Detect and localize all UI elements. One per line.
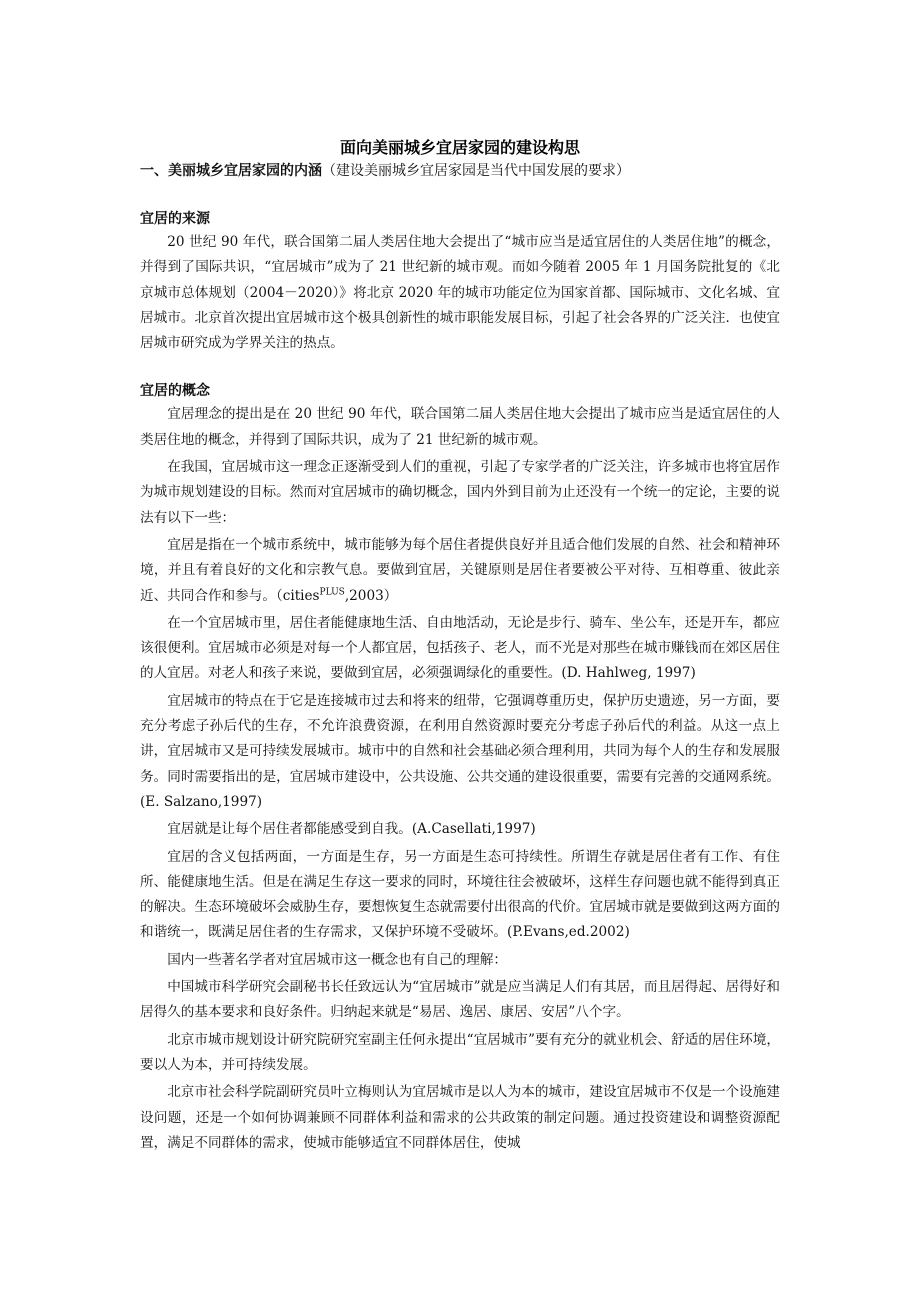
section-heading-text: 一、美丽城乡宜居家园的内涵 — [140, 163, 322, 179]
concept-paragraph-3-main: 宜居是指在一个城市系统中，城市能够为每个居住者提供良好并且适合他们发展的自然、社会和精神环境，并且有着良好的文化和宗教气息。要做到宜居，关键原则是居住者要被公平对待、互相尊重、彼此亲近、共同合作和参与。（cities — [140, 536, 780, 604]
concept-paragraph-9: 中国城市科学研究会副秘书长任致远认为“宜居城市”就是应当满足人们有其居，而且居得起、居得好和居得久的基本要求和良好条件。归纳起来就是“易居、逸居、康居、安居”八个字。 — [140, 979, 780, 1021]
section-heading-note: （建设美丽城乡宜居家园是当代中国发展的要求） — [322, 163, 630, 179]
origin-paragraph: 20 世纪 90 年代，联合国第二届人类居住地大会提出了“城市应当是适宜居住的人类居住地”的概念，并得到了国际共识，“宜居城市”成为了 21 世纪新的城市观。而如今随着 2005 年 1 月国务院批复的《北京城市总体规划（2004－2020）》将北京 2020 年的城市功能定位为国家首都、国际城市、文化名城、宜居城市。北京首次提出宜居城市这个极具创新性的城市职能发展目标，引起了社会各界的广泛关注．也使宜居城市研究成为学界关注的热点。 — [140, 234, 780, 352]
concept-paragraph-5: 宜居城市的特点在于它是连接城市过去和将来的纽带，它强调尊重历史，保护历史遗迹，另一方面，要充分考虑子孙后代的生存，不允许浪费资源，在利用自然资源时要充分考虑子孙后代的利益。从这一点上讲，宜居城市又是可持续发展城市。城市中的自然和社会基础必须合理利用，共同为每个人的生存和发展服务。同时需要指出的是，宜居城市建设中，公共设施、公共交通的建设很重要，需要有完善的交通网系统。(E. Salzano,1997) — [140, 692, 780, 810]
concept-paragraph-7: 宜居的含义包括两面，一方面是生存，另一方面是生态可持续性。所谓生存就是居住者有工作、有住所、能健康地生活。但是在满足生存这一要求的同时，环境往往会被破坏，这样生存问题也就不能得到真正的解决。生态环境破坏会威胁生存，要想恢复生态就需要付出很高的代价。宜居城市就是要做到这两方面的和谐统一，既满足居住者的生存需求，又保护环境不受破坏。(P.Evans,ed.2002) — [140, 848, 780, 941]
origin-heading: 宜居的来源 — [140, 211, 210, 227]
concept-paragraph-3-tail: ,2003） — [344, 587, 398, 604]
concept-paragraph-3 — [140, 533, 780, 609]
citation-superscript: PLUS — [319, 587, 345, 598]
concept-paragraph-1: 宜居理念的提出是在 20 世纪 90 年代，联合国第二届人类居住地大会提出了城市应当是适宜居住的人类居住地的概念，并得到了国际共识，成为了 21 世纪新的城市观。 — [140, 406, 780, 448]
concept-paragraph-4: 在一个宜居城市里，居住者能健康地生活、自由地活动，无论是步行、骑车、坐公车，还是开车，都应该很便利。宜居城市必须是对每一个人都宜居，包括孩子、老人，而不光是对那些在城市赚钱而在郊区居住的人宜居。对老人和孩子来说，要做到宜居，必须强调绿化的重要性。(D. Hahlweg, 1997) — [140, 614, 780, 682]
document-title: 面向美丽城乡宜居家园的建设构思 — [339, 138, 580, 157]
concept-paragraph-8: 国内一些著名学者对宜居城市这一概念也有自己的理解： — [167, 951, 508, 968]
concept-heading: 宜居的概念 — [140, 383, 210, 400]
concept-paragraph-10: 北京市城市规划设计研究院研究室副主任何永提出“宜居城市”要有充分的就业机会、舒适的居住环境，要以人为本，并可持续发展。 — [140, 1031, 780, 1073]
document-page — [140, 136, 780, 1156]
concept-paragraph-2: 在我国，宜居城市这一理念正逐渐受到人们的重视，引起了专家学者的广泛关注，许多城市也将宜居作为城市规划建设的目标。然而对宜居城市的确切概念，国内外到目前为止还没有一个统一的定论，主要的说法有以下一些： — [140, 459, 780, 526]
concept-paragraph-6: 宜居就是让每个居住者都能感受到自我。(A.Casellati,1997) — [167, 821, 536, 838]
section-heading — [140, 160, 780, 182]
concept-paragraph-11: 北京市社会科学院副研究员叶立梅则认为宜居城市是以人为本的城市，建设宜居城市不仅是一个设施建设问题，还是一个如何协调兼顾不同群体利益和需求的公共政策的制定问题。通过投资建设和调整资源配置，满足不同群体的需求，使城市能够适宜不同群体居住，使城 — [140, 1084, 780, 1151]
